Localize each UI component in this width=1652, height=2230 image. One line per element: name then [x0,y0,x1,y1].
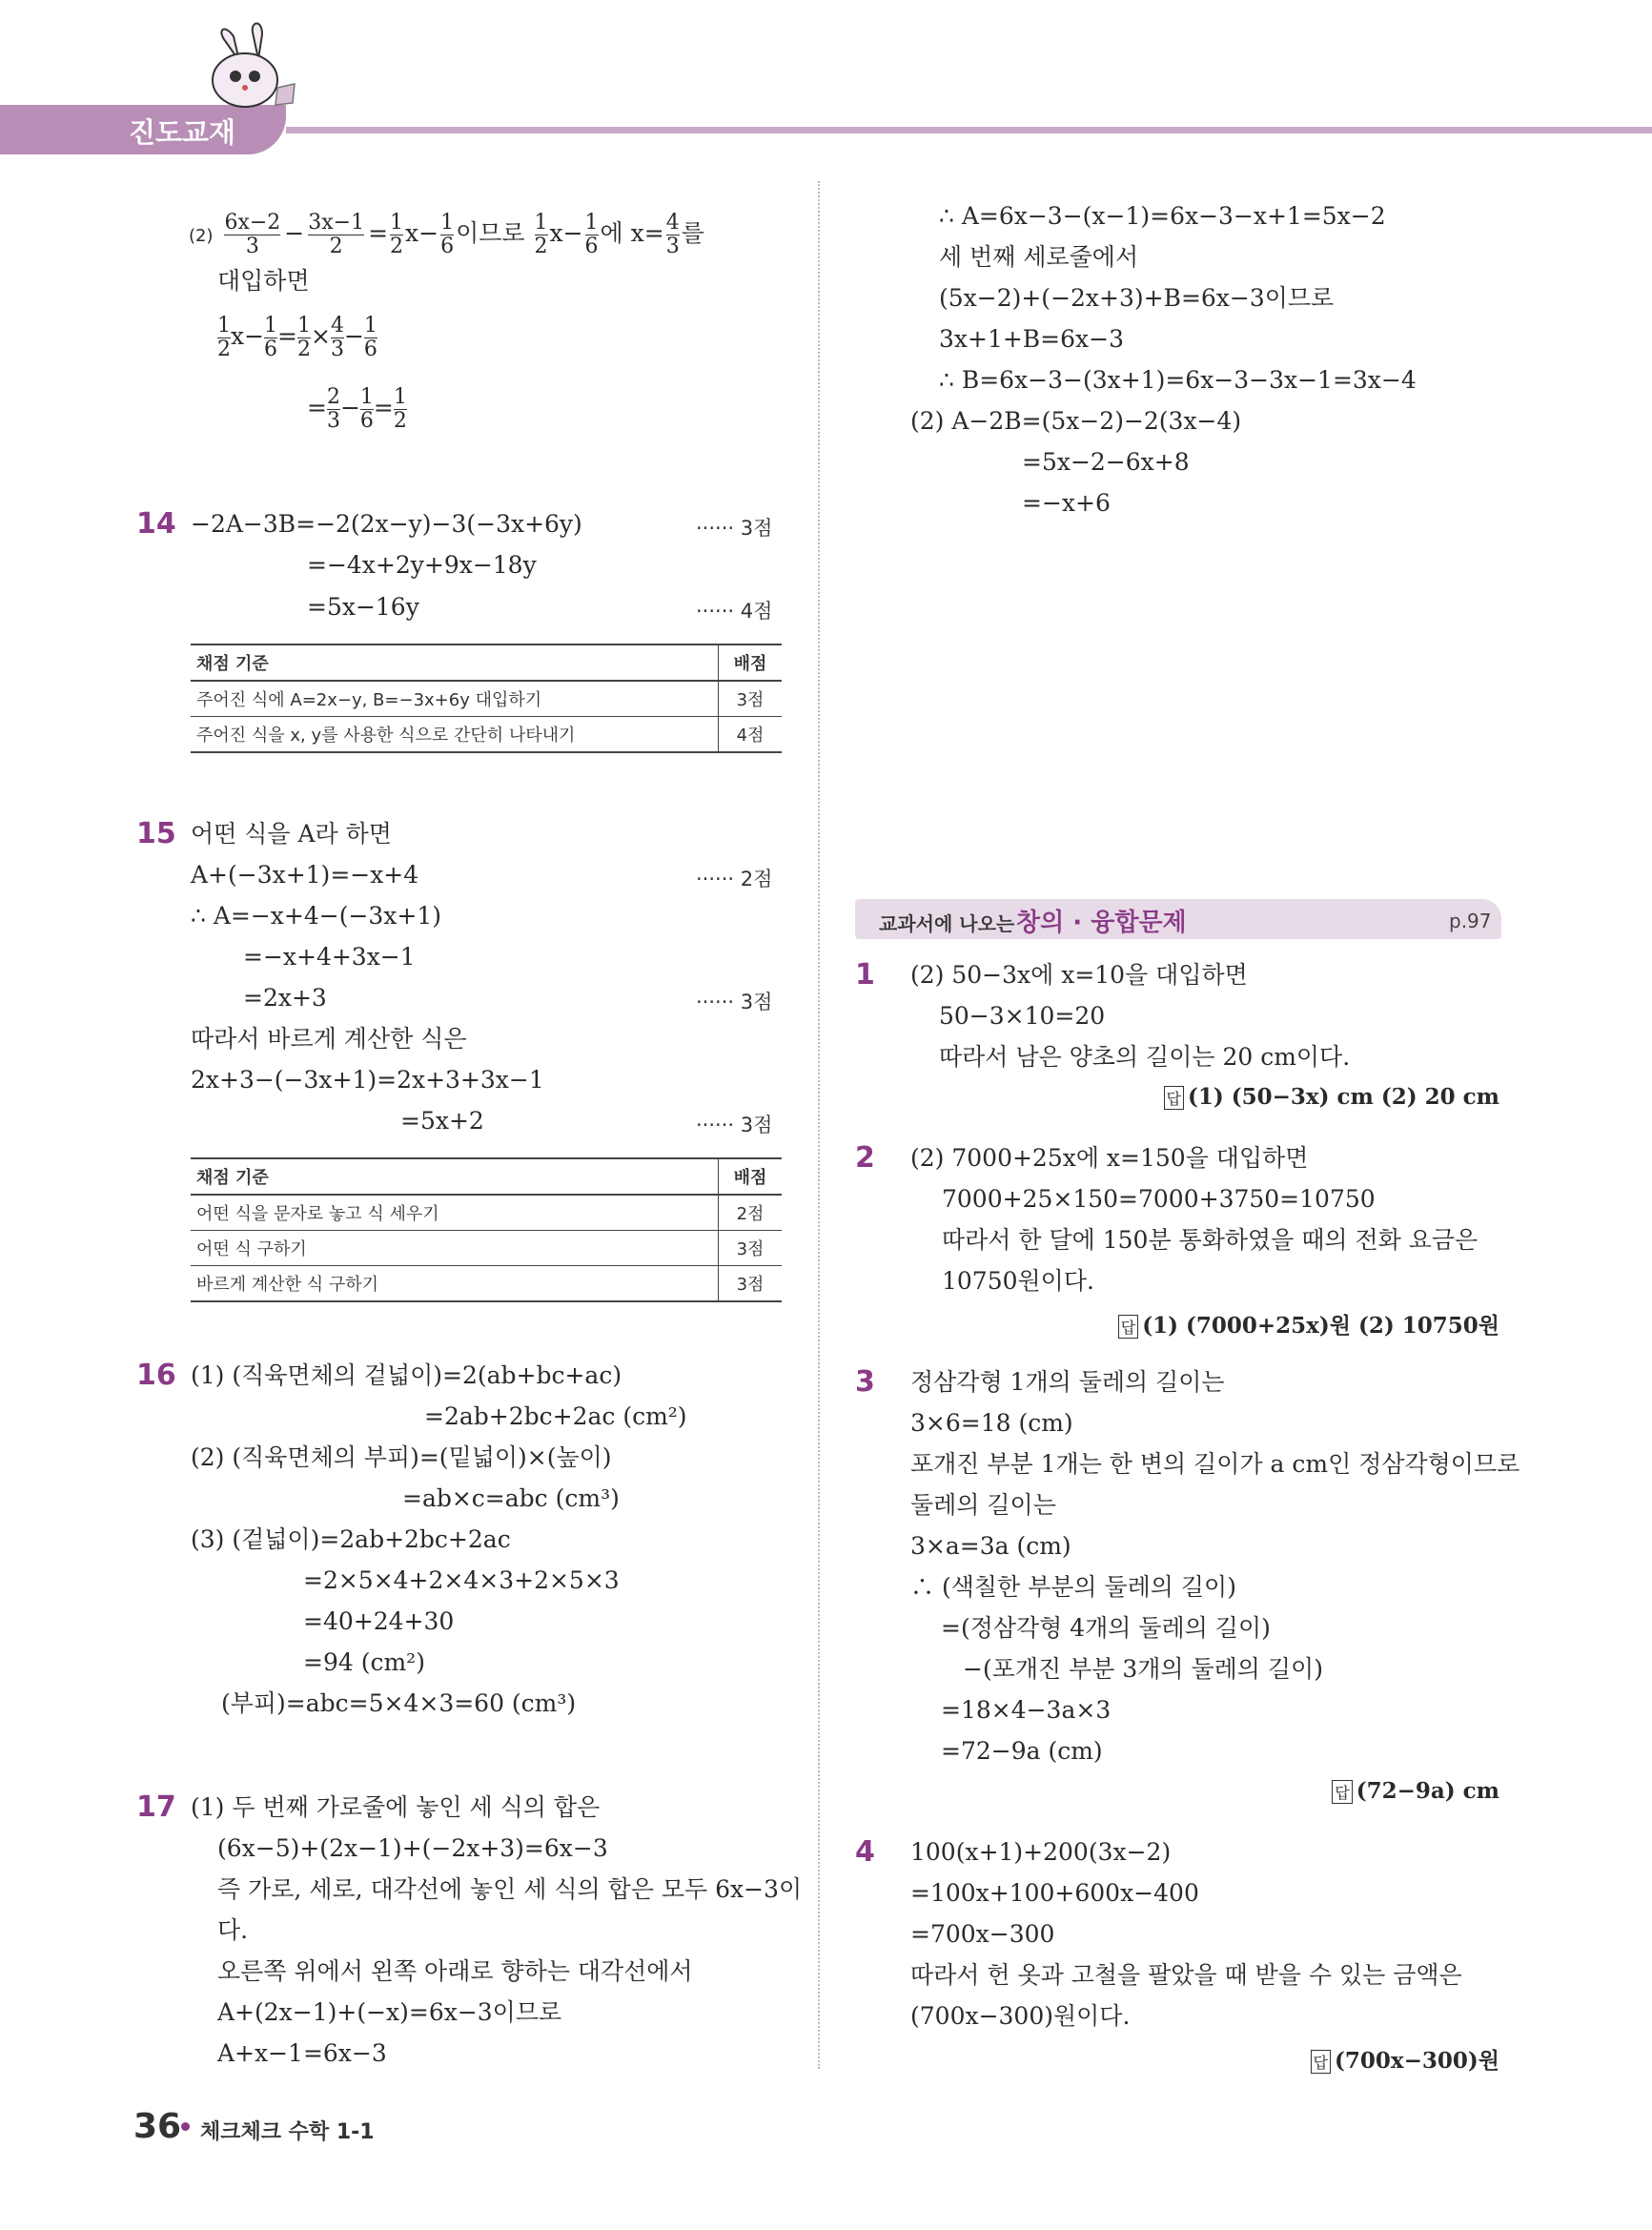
page-number: 36 [133,2107,182,2146]
p14-line-3: =5x−16y [307,593,419,621]
points-cell: 3점 [719,1266,783,1302]
q4-number: 4 [855,1835,875,1869]
p16-line-2: =2ab+2bc+2ac (cm²) [424,1402,687,1430]
q3-line-2: 3×6=18 (cm) [910,1409,1073,1437]
th-points: 배점 [719,644,783,681]
cont-line-5: ∴ B=6x−3−(3x+1)=6x−3−3x−1=3x−4 [939,366,1417,394]
rabbit-mascot-icon [186,21,300,116]
p17-line-1: (1) 두 번째 가로줄에 놓인 세 식의 합은 [191,1793,601,1821]
criteria-cell: 주어진 식에 A=2x−y, B=−3x+6y 대입하기 [191,681,719,717]
q3-line-9: =18×4−3a×3 [941,1696,1112,1724]
criteria-cell: 어떤 식 구하기 [191,1231,719,1266]
book-title: 체크체크 수학 1-1 [200,2120,375,2144]
column-divider [818,181,820,2069]
p15-line-5: =2x+3 [243,984,327,1012]
q2-number: 2 [855,1141,875,1175]
p13-line-2: 대입하면 [217,267,310,295]
q2-line-3: 따라서 한 달에 150분 통화하였을 때의 전화 요금은 [942,1226,1479,1254]
points-cell: 3점 [719,681,783,717]
q3-line-1: 정삼각형 1개의 둘레의 길이는 [910,1368,1225,1396]
answer-mark: 답 [1332,1780,1352,1804]
answer-mark: 답 [1164,1086,1184,1110]
p17-line-6: A+(2x−1)+(−x)=6x−3이므로 [217,1998,562,2026]
p14-line-2: =−4x+2y+9x−18y [307,551,537,579]
p15-points-3: ······ 3점 [696,1114,773,1136]
cont-line-3: (5x−2)+(−2x+3)+B=6x−3이므로 [939,284,1335,312]
q2-answer: 답 (1) (7000+25x)원 (2) 10750원 [1118,1308,1499,1340]
points-cell: 3점 [719,1231,783,1266]
q4-line-5: (700x−300)원이다. [910,2002,1131,2030]
p17-line-7: A+x−1=6x−3 [217,2039,387,2067]
p14-points-2: ······ 4점 [696,600,773,623]
problem-14-number: 14 [136,507,176,541]
answer-mark: 답 [1118,1315,1138,1339]
q1-line-3: 따라서 남은 양초의 길이는 20 cm이다. [939,1043,1351,1071]
q4-line-3: =700x−300 [910,1920,1055,1948]
p13-line-4: = $\frac{2}{3}$ − $\frac{1}{6}$ = $\frac{1}{2}$ [307,385,407,433]
banner-title: 창의 · 융합문제 [1016,909,1187,937]
p17-line-2: (6x−5)+(2x−1)+(−2x+3)=6x−3 [217,1834,608,1862]
p16-line-4: =ab×c=abc (cm³) [402,1484,620,1512]
q1-line-1: (2) 50−3x에 x=10을 대입하면 [910,961,1248,989]
q3-answer: 답 (72−9a) cm [1332,1778,1499,1804]
th-criteria: 채점 기준 [191,1158,719,1195]
q1-number: 1 [855,958,875,992]
q3-line-3: 포개진 부분 1개는 한 변의 길이가 a cm인 정삼각형이므로 [910,1450,1520,1478]
points-cell: 2점 [719,1195,783,1231]
q4-line-1: 100(x+1)+200(3x−2) [910,1838,1172,1866]
p16-line-3: (2) (직육면체의 부피)=(밑넓이)×(높이) [191,1443,612,1471]
cont-line-2: 세 번째 세로줄에서 [939,243,1139,271]
q1-answer: 답 (1) (50−3x) cm (2) 20 cm [1164,1084,1500,1110]
q4-answer: 답 (700x−300)원 [1311,2043,1499,2075]
criteria-cell: 주어진 식을 x, y를 사용한 식으로 간단히 나타내기 [191,717,719,753]
q3-line-4: 둘레의 길이는 [910,1491,1056,1519]
problem-15-number: 15 [136,817,176,850]
p15-line-8: =5x+2 [400,1107,484,1135]
header-rule [286,127,1652,133]
th-criteria: 채점 기준 [191,644,719,681]
cont-line-7: =5x−2−6x+8 [1022,448,1190,476]
cont-line-6: (2) A−2B=(5x−2)−2(3x−4) [910,407,1242,435]
p16-line-6: =2×5×4+2×4×3+2×5×3 [303,1566,620,1594]
criteria-cell: 어떤 식을 문자로 놓고 식 세우기 [191,1195,719,1231]
problem-16-number: 16 [136,1359,176,1392]
header-title: 진도교재 [129,116,236,149]
p15-score-table [191,1157,782,1302]
p13-line-1: (2) $\frac{6x-2}{3}$ − $\frac{3x-1}{2}$ = $\frac{1}{2}$ x− $\frac{1}{6}$ 이므로 $\frac{1}{2}$ x− $\frac{1}{6}$ 에 x= $\frac{4}{3}$ 를 [189,211,704,258]
p15-line-7: 2x+3−(−3x+1)=2x+3+3x−1 [191,1066,544,1094]
q2-line-1: (2) 7000+25x에 x=150을 대입하면 [910,1144,1309,1172]
q3-line-6: ∴ (색칠한 부분의 둘레의 길이) [910,1573,1236,1601]
p15-line-4: =−x+4+3x−1 [243,943,416,971]
p17-line-5: 오른쪽 위에서 왼쪽 아래로 향하는 대각선에서 [217,1957,693,1985]
p16-line-5: (3) (겉넓이)=2ab+2bc+2ac [191,1525,511,1553]
q3-number: 3 [855,1365,875,1399]
q4-line-2: =100x+100+600x−400 [910,1879,1199,1907]
footer-bullet-icon [181,2122,190,2131]
answer-mark: 답 [1311,2050,1331,2074]
p16-line-9: (부피)=abc=5×4×3=60 (cm³) [221,1689,577,1717]
p15-line-1: 어떤 식을 A라 하면 [191,820,392,848]
q3-line-7: =(정삼각형 4개의 둘레의 길이) [941,1614,1271,1642]
cont-line-8: =−x+6 [1022,489,1111,517]
p17-line-3: 즉 가로, 세로, 대각선에 놓인 세 식의 합은 모두 6x−3이 [217,1875,803,1903]
p16-line-8: =94 (cm²) [303,1648,425,1676]
th-points: 배점 [719,1158,783,1195]
cont-line-1: ∴ A=6x−3−(x−1)=6x−3−x+1=5x−2 [939,202,1386,230]
p15-points-1: ······ 2점 [696,868,773,890]
q3-line-8: −(포개진 부분 3개의 둘레의 길이) [963,1655,1323,1683]
p15-points-2: ······ 3점 [696,991,773,1013]
points-cell: 4점 [719,717,783,753]
p17-line-4: 다. [217,1916,249,1944]
p16-line-7: =40+24+30 [303,1607,455,1635]
p13-line-3: $\frac{1}{2}$ x− $\frac{1}{6}$ = $\frac{1}{2}$ × $\frac{4}{3}$ − $\frac{1}{6}$ [217,314,377,361]
banner-page: p.97 [1449,910,1492,932]
banner-prefix: 교과서에 나오는 [879,912,1015,935]
p14-points-1: ······ 3점 [696,517,773,540]
q2-line-4: 10750원이다. [942,1267,1094,1295]
criteria-cell: 바르게 계산한 식 구하기 [191,1266,719,1302]
q1-line-2: 50−3×10=20 [939,1002,1106,1030]
q3-line-10: =72−9a (cm) [941,1737,1103,1765]
q2-line-2: 7000+25×150=7000+3750=10750 [942,1185,1376,1213]
p16-line-1: (1) (직육면체의 겉넓이)=2(ab+bc+ac) [191,1361,622,1389]
q3-line-5: 3×a=3a (cm) [910,1532,1071,1560]
cont-line-4: 3x+1+B=6x−3 [939,325,1124,353]
p15-line-3: ∴ A=−x+4−(−3x+1) [191,902,442,930]
p15-line-2: A+(−3x+1)=−x+4 [191,861,419,889]
q4-line-4: 따라서 헌 옷과 고철을 팔았을 때 받을 수 있는 금액은 [910,1961,1462,1989]
p15-line-6: 따라서 바르게 계산한 식은 [191,1025,467,1053]
problem-17-number: 17 [136,1790,176,1824]
p14-line-1: −2A−3B=−2(2x−y)−3(−3x+6y) [191,510,582,538]
p14-score-table [191,644,782,753]
